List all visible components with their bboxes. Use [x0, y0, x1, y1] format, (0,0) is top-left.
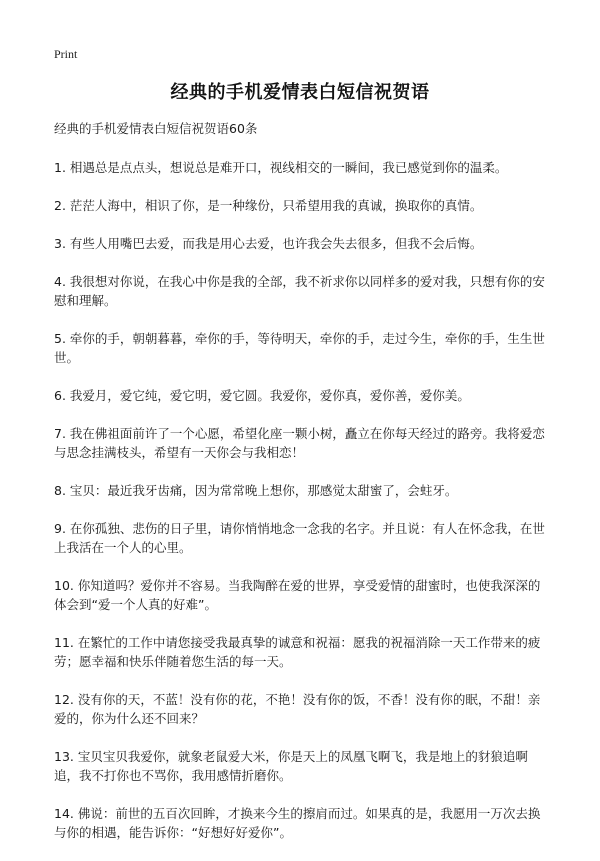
item-text: 你知道吗？爱你并不容易。当我陶醉在爱的世界，享受爱情的甜蜜时，也使我深深的体会到“爱一个人真的好难”。	[54, 578, 541, 612]
list-item	[54, 747, 550, 785]
item-number: 14.	[54, 806, 78, 821]
item-text: 佛说：前世的五百次回眸，才换来今生的擦肩而过。如果真的是，我愿用一万次去换与你的相遇，能告诉你：“好想好好爱你”。	[54, 806, 541, 840]
item-text: 我很想对你说，在我心中你是我的全部，我不祈求你以同样多的爱对我，只想有你的安慰和理解。	[54, 274, 545, 308]
list-item	[54, 196, 550, 215]
document-body	[54, 119, 550, 861]
item-number: 13.	[54, 749, 78, 764]
item-number: 6.	[54, 388, 70, 403]
item-text: 宝贝宝贝我爱你，就象老鼠爱大米，你是天上的凤凰飞啊飞，我是地上的豺狼追啊追，我不打你也不骂你，我用感情折磨你。	[54, 749, 528, 783]
list-item	[54, 633, 550, 671]
list-item	[54, 386, 550, 405]
item-number: 7.	[54, 426, 70, 441]
item-text: 茫茫人海中，相识了你，是一种缘份，只希望用我的真诚，换取你的真情。	[69, 198, 483, 213]
item-number: 8.	[54, 483, 70, 498]
item-number: 3.	[54, 236, 70, 251]
item-text: 宝贝：最近我牙齿痛，因为常常晚上想你，那感觉太甜蜜了，会蛀牙。	[69, 483, 458, 498]
item-number: 9.	[54, 521, 70, 536]
item-number: 1.	[54, 160, 70, 175]
item-text: 相遇总是点点头，想说总是难开口，视线相交的一瞬间，我已感觉到你的温柔。	[69, 160, 508, 175]
item-number: 5.	[54, 331, 70, 346]
list-item	[54, 158, 550, 177]
item-text: 在繁忙的工作中请您接受我最真挚的诚意和祝福：愿我的祝福消除一天工作带来的疲劳；愿幸福和快乐伴随着您生活的每一天。	[54, 635, 541, 669]
item-text: 没有你的天，不蓝！没有你的花，不艳！没有你的饭，不香！没有你的眠，不甜！亲爱的，你为什么还不回来？	[54, 692, 541, 726]
item-text: 我爱月，爱它纯，爱它明，爱它圆。我爱你，爱你真，爱你善，爱你美。	[69, 388, 470, 403]
list-item	[54, 576, 550, 614]
item-number: 12.	[54, 692, 78, 707]
item-number: 11.	[54, 635, 78, 650]
list-item	[54, 519, 550, 557]
list-item	[54, 690, 550, 728]
item-text: 有些人用嘴巴去爱，而我是用心去爱，也许我会失去很多，但我不会后悔。	[69, 236, 483, 251]
item-text: 牵你的手，朝朝暮暮，牵你的手，等待明天，牵你的手，走过今生，牵你的手，生生世世。	[54, 331, 545, 365]
item-text: 我在佛祖面前许了一个心愿，希望化座一颗小树，矗立在你每天经过的路旁。我将爱恋与思念挂满枝头，希望有一天你会与我相恋！	[54, 426, 545, 460]
document-subtitle: 经典的手机爱情表白短信祝贺语60条	[54, 121, 258, 136]
print-link[interactable]: Print	[54, 47, 78, 61]
list-item	[54, 272, 550, 310]
list-item	[54, 424, 550, 462]
item-number: 4.	[54, 274, 70, 289]
list-item	[54, 804, 550, 842]
item-text: 在你孤独、悲伤的日子里，请你悄悄地念一念我的名字。并且说：有人在怀念我，在世上我活在一个人的心里。	[54, 521, 545, 555]
page-title: 经典的手机爱情表白短信祝贺语	[170, 82, 430, 103]
list-item	[54, 234, 550, 253]
item-number: 10.	[54, 578, 78, 593]
list-item	[54, 329, 550, 367]
item-number: 2.	[54, 198, 70, 213]
list-item	[54, 481, 550, 500]
